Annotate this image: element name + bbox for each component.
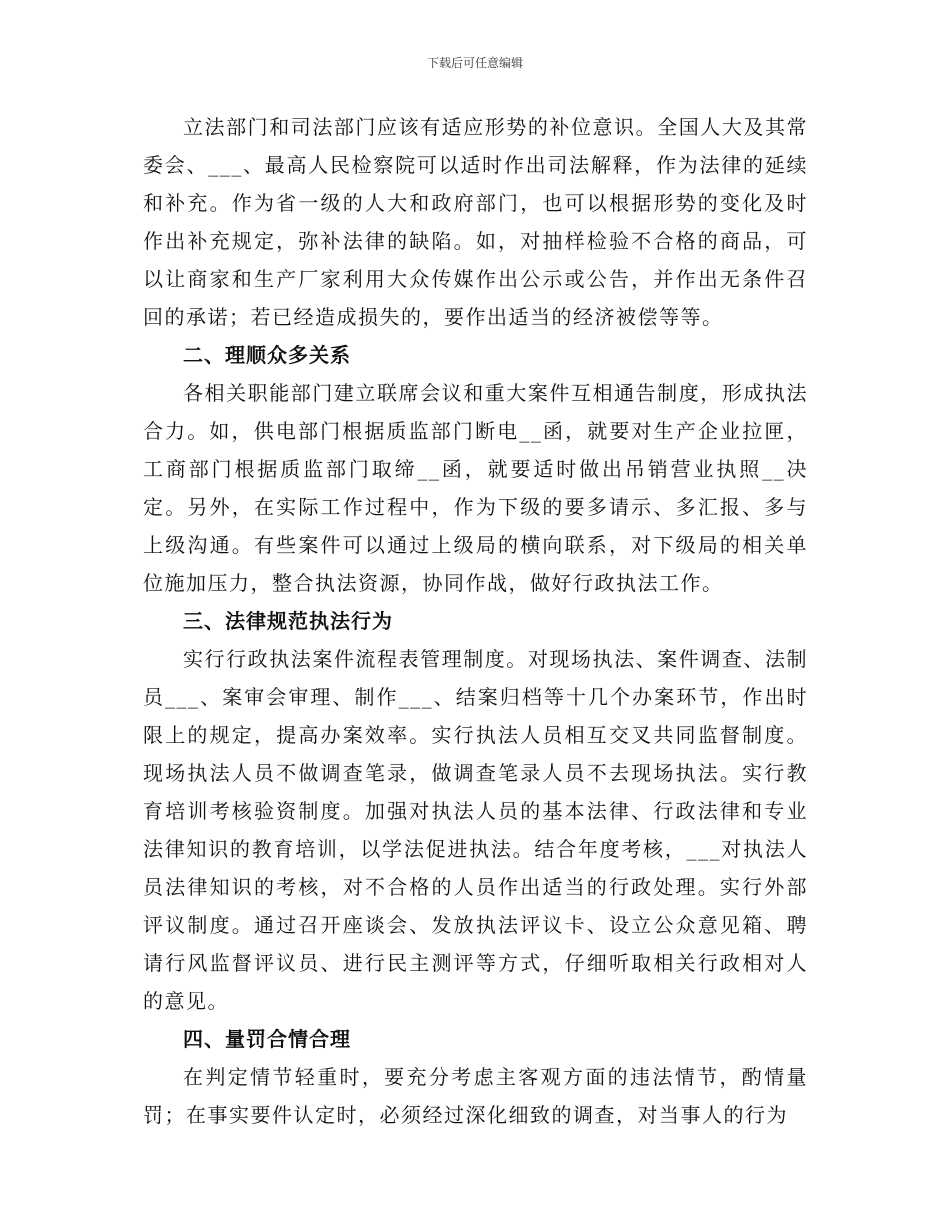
heading-section-2: 二、理顺众多关系 bbox=[183, 343, 351, 367]
heading-section-4: 四、量罚合情合理 bbox=[183, 1027, 351, 1051]
paragraph-penalty: 在判定情节轻重时，要充分考虑主客观方面的违法情节，酌情量罚；在事实要件认定时，必须经过深化细致的调查，对当事人的行为 bbox=[143, 1065, 808, 1127]
heading-section-3: 三、法律规范执法行为 bbox=[183, 609, 393, 633]
paragraph-regulation: 实行行政执法案件流程表管理制度。对现场执法、案件调查、法制员___、案审会审理、制作___、结案归档等十几个办案环节，作出时限上的规定，提高办案效率。实行执法人员相互交叉共同监督制度。现场执法人员不做调查笔录，做调查笔录人员不去现场执法。实行教育培训考核验资制度。加强对执法人员的基本法律、行政法律和专业法律知识的教育培训，以学法促进执法。结合年度考核，___对执法人员法律知识的考核，对不合格的人员作出适当的行政处理。实行外部评议制度。通过召开座谈会、发放执法评议卡、设立公众意见箱、聘请行风监督评议员、进行民主测评等方式，仔细听取相关行政相对人的意见。 bbox=[143, 647, 808, 1013]
page-header: 下载后可任意编辑 bbox=[426, 56, 523, 70]
paragraph-supplementary-role: 立法部门和司法部门应该有适应形势的补位意识。全国人大及其常委会、___、最高人民检察院可以适时作出司法解释，作为法律的延续和补充。作为省一级的人大和政府部门，也可以根据形势的变化及时作出补充规定，弥补法律的缺陷。如，对抽样检验不合格的商品，可以让商家和生产厂家利用大众传媒作出公示或公告，并作出无条件召回的承诺；若已经造成损失的，要作出适当的经济被偿等等。 bbox=[143, 115, 808, 329]
document-body bbox=[143, 108, 808, 1134]
paragraph-coordination: 各相关职能部门建立联席会议和重大案件互相通告制度，形成执法合力。如，供电部门根据质监部门断电__函，就要对生产企业拉匣，工商部门根据质监部门取缔__函，就要适时做出吊销营业执照__决定。另外，在实际工作过程中，作为下级的要多请示、多汇报、多与上级沟通。有些案件可以通过上级局的横向联系，对下级局的相关单位施加压力，整合执法资源，协同作战，做好行政执法工作。 bbox=[143, 381, 808, 595]
